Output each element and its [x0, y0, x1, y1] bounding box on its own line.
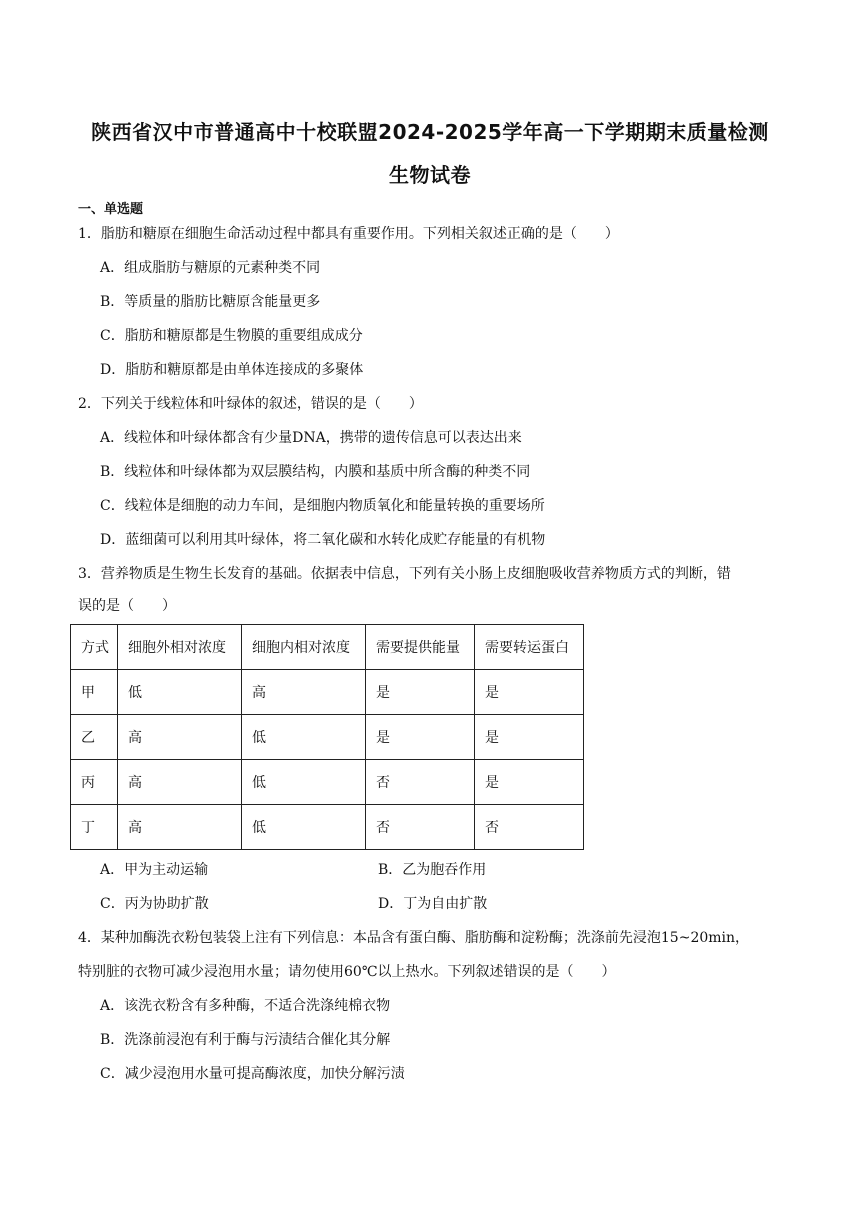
table-cell: 高	[118, 805, 242, 850]
section-heading: 一、单选题	[78, 202, 144, 217]
table-row	[71, 760, 584, 805]
question-3-option-d: D．丁为自由扩散	[378, 896, 488, 912]
table-cell: 是	[366, 715, 475, 760]
table-cell: 低	[118, 670, 242, 715]
exam-subtitle: 生物试卷	[389, 163, 471, 187]
question-4-option-b: B．洗涤前浸泡有利于酶与污渍结合催化其分解	[100, 1032, 391, 1048]
question-3-stem-continued: 误的是（ ）	[78, 598, 176, 614]
table-cell: 否	[475, 805, 584, 850]
question-2-option-b: B．线粒体和叶绿体都为双层膜结构，内膜和基质中所含酶的种类不同	[100, 464, 531, 480]
table-header-cell: 需要提供能量	[366, 625, 475, 670]
table-cell: 高	[118, 760, 242, 805]
table-cell: 是	[475, 715, 584, 760]
question-1-option-a: A．组成脂肪与糖原的元素种类不同	[100, 260, 321, 276]
table-header-cell: 细胞外相对浓度	[118, 625, 242, 670]
table-cell: 否	[366, 805, 475, 850]
table-cell: 高	[242, 670, 366, 715]
table-header-cell: 方式	[71, 625, 118, 670]
question-4-stem: 4．某种加酶洗衣粉包装袋上注有下列信息：本品含有蛋白酶、脂肪酶和淀粉酶；洗涤前先浸泡15~20min，	[78, 930, 750, 946]
table-row	[71, 805, 584, 850]
table-header-row	[71, 625, 584, 670]
table-cell: 是	[366, 670, 475, 715]
table-cell: 高	[118, 715, 242, 760]
question-2-option-d: D．蓝细菌可以利用其叶绿体，将二氧化碳和水转化成贮存能量的有机物	[100, 532, 546, 548]
table-cell: 低	[242, 760, 366, 805]
question-3-stem: 3．营养物质是生物生长发育的基础。依据表中信息，下列有关小肠上皮细胞吸收营养物质方式的判断，错	[78, 566, 731, 582]
table-cell: 丙	[71, 760, 118, 805]
table-row	[71, 715, 584, 760]
table-cell: 甲	[71, 670, 118, 715]
table-cell: 否	[366, 760, 475, 805]
transport-table	[70, 624, 584, 850]
question-4-option-a: A．该洗衣粉含有多种酶，不适合洗涤纯棉衣物	[100, 998, 391, 1014]
table-cell: 低	[242, 715, 366, 760]
question-3-option-b: B．乙为胞吞作用	[378, 862, 487, 878]
question-4-stem-continued: 特别脏的衣物可减少浸泡用水量；请勿使用60℃以上热水。下列叙述错误的是（ ）	[78, 964, 616, 980]
question-4-option-c: C．减少浸泡用水量可提高酶浓度，加快分解污渍	[100, 1066, 405, 1082]
question-1-option-b: B．等质量的脂肪比糖原含能量更多	[100, 294, 321, 310]
question-3-option-a: A．甲为主动运输	[100, 862, 209, 878]
table-cell: 是	[475, 670, 584, 715]
table-header-cell: 需要转运蛋白	[475, 625, 584, 670]
question-2-stem: 2．下列关于线粒体和叶绿体的叙述，错误的是（ ）	[78, 396, 423, 412]
table-row	[71, 670, 584, 715]
table-cell: 低	[242, 805, 366, 850]
question-1-option-c: C．脂肪和糖原都是生物膜的重要组成成分	[100, 328, 363, 344]
question-3-option-c: C．丙为协助扩散	[100, 896, 209, 912]
table-cell: 乙	[71, 715, 118, 760]
question-1-stem: 1．脂肪和糖原在细胞生命活动过程中都具有重要作用。下列相关叙述正确的是（ ）	[78, 226, 619, 242]
table-cell: 丁	[71, 805, 118, 850]
question-1-option-d: D．脂肪和糖原都是由单体连接成的多聚体	[100, 362, 364, 378]
table-cell: 是	[475, 760, 584, 805]
question-2-option-a: A．线粒体和叶绿体都含有少量DNA，携带的遗传信息可以表达出来	[100, 430, 522, 446]
question-2-option-c: C．线粒体是细胞的动力车间，是细胞内物质氧化和能量转换的重要场所	[100, 498, 545, 514]
table-header-cell: 细胞内相对浓度	[242, 625, 366, 670]
exam-title: 陕西省汉中市普通高中十校联盟2024-2025学年高一下学期期末质量检测	[91, 120, 769, 144]
